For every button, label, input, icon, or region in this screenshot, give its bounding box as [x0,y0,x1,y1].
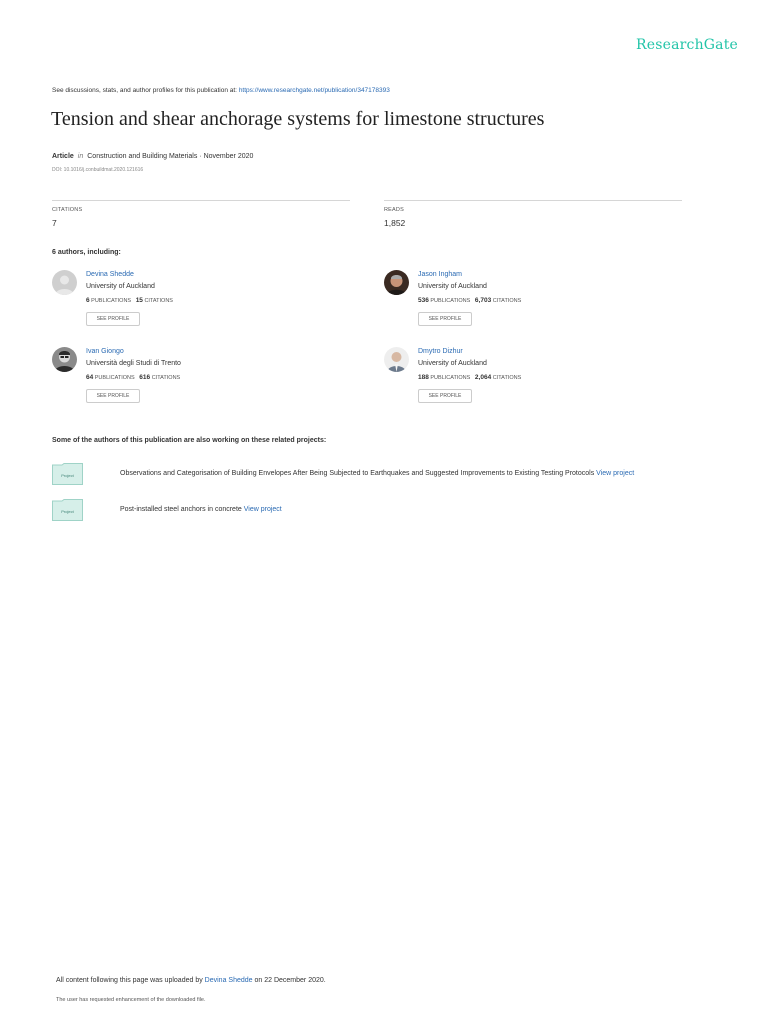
researchgate-logo[interactable]: ResearchGate [636,37,739,53]
project-icon-label: Project [61,509,74,514]
author-card [384,270,684,340]
avatar[interactable] [52,347,77,372]
citations-value: 7 [52,218,57,228]
publications-label: PUBLICATIONS [91,298,132,304]
upload-notice [56,977,326,984]
enhancement-note: The user has requested enhancement of the downloaded file. [56,997,206,1003]
project-item [52,463,732,487]
author-card [52,270,352,340]
project-title-text: Post-installed steel anchors in concrete [120,506,242,513]
project-title-text: Observations and Categorisation of Building Envelopes After Being Subjected to Earthquakes and Suggested Improvements to Existing Testing Protocols [120,470,595,477]
author-institution: University of Auckland [418,360,487,367]
publication-count: 188 [418,374,429,381]
discussion-notice [52,87,390,94]
article-type: Article [52,153,74,160]
upload-suffix: on 22 December 2020. [254,977,326,984]
project-title [120,506,282,513]
publication-count: 536 [418,297,429,304]
citations-label: CITATIONS [52,207,83,213]
citations-label: CITATIONS [492,298,522,304]
divider-citations [52,200,350,201]
author-institution: Università degli Studi di Trento [86,360,181,367]
author-card [384,347,684,417]
view-project-link[interactable]: View project [243,506,282,513]
author-name[interactable]: Ivan Giongo [86,348,124,355]
in-label: in [77,153,84,160]
author-institution: University of Auckland [418,283,487,290]
publication-count: 6 [86,297,90,304]
author-stats [86,374,180,381]
reads-label: READS [384,207,404,213]
citation-count: 6,703 [474,297,492,304]
publications-label: PUBLICATIONS [430,298,471,304]
author-name[interactable]: Devina Shedde [86,271,134,278]
author-name[interactable]: Jason Ingham [418,271,462,278]
citation-count: 616 [139,374,151,381]
journal-info: Construction and Building Materials · November 2020 [87,153,254,160]
avatar[interactable] [384,347,409,372]
authors-heading: 6 authors, including: [52,249,121,256]
reads-value: 1,852 [384,218,406,228]
see-profile-button[interactable]: SEE PROFILE [418,312,472,326]
citations-label: CITATIONS [144,298,173,304]
publication-url-link[interactable]: https://www.researchgate.net/publication/347178393 [238,87,390,94]
author-stats [418,374,521,381]
publication-count: 64 [86,374,94,381]
author-card [52,347,352,417]
citation-count: 15 [135,297,143,304]
project-item [52,499,732,523]
see-profile-button[interactable]: SEE PROFILE [86,312,140,326]
view-project-link[interactable]: View project [596,470,635,477]
avatar[interactable] [52,270,77,295]
publication-meta [52,153,253,160]
author-stats [418,297,521,304]
publications-label: PUBLICATIONS [430,375,471,381]
project-icon-label: Project [61,473,74,478]
see-profile-button[interactable]: SEE PROFILE [86,389,140,403]
doi: DOI: 10.1016/j.conbuildmat.2020.121616 [52,167,144,173]
citation-count: 2,064 [474,374,492,381]
divider-reads [384,200,682,201]
project-title [120,470,634,477]
upload-prefix: All content following this page was uploaded by [56,977,203,984]
see-profile-button[interactable]: SEE PROFILE [418,389,472,403]
author-institution: University of Auckland [86,283,155,290]
publication-title: Tension and shear anchorage systems for limestone structures [51,108,545,130]
author-name[interactable]: Dmytro Dizhur [418,348,463,355]
uploader-link[interactable]: Devina Shedde [204,977,253,984]
citations-label: CITATIONS [492,375,522,381]
avatar[interactable] [384,270,409,295]
publications-label: PUBLICATIONS [94,375,135,381]
related-projects-heading: Some of the authors of this publication are also working on these related projects: [52,437,327,444]
citations-label: CITATIONS [151,375,181,381]
author-stats [86,297,173,304]
discussion-notice-text: See discussions, stats, and author profiles for this publication at: [52,87,237,94]
